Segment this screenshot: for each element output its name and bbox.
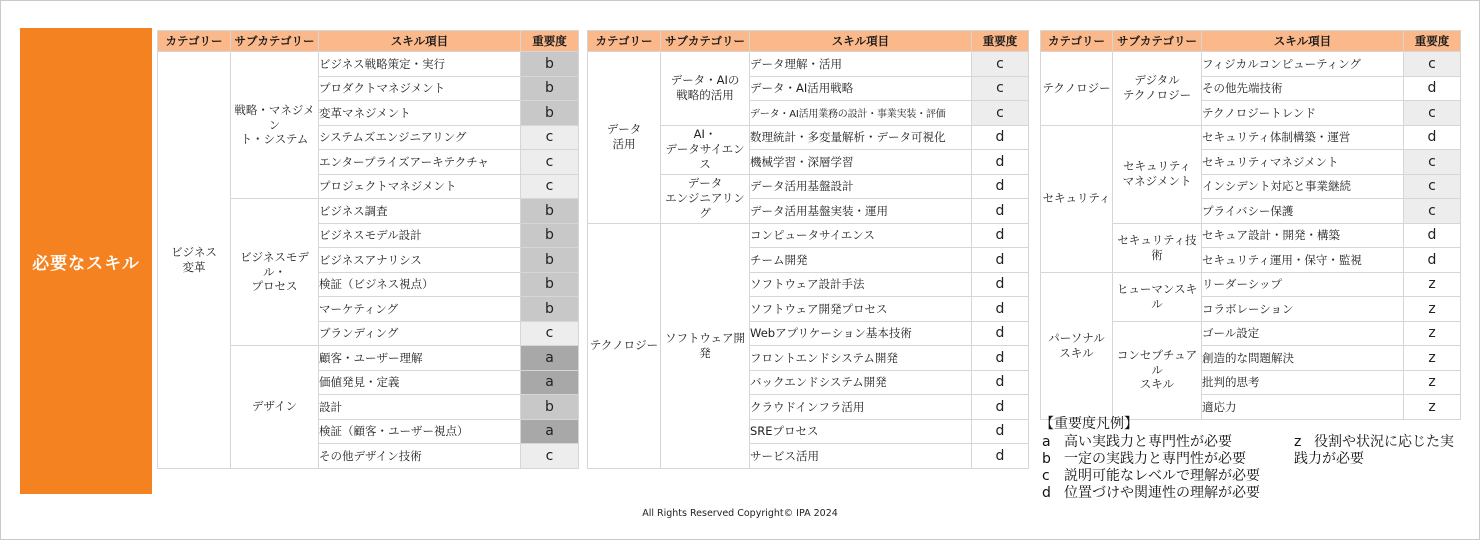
legend-item-b (1040, 451, 1260, 468)
subcategory-cell: ヒューマンスキル (1113, 272, 1202, 321)
importance-badge: b (521, 272, 579, 297)
legend-item-c (1040, 468, 1260, 485)
required-skills-label: 必要なスキル (20, 28, 152, 494)
subcategory-cell: デジタル テクノロジー (1113, 52, 1202, 126)
copyright: All Rights Reserved Copyright© IPA 2024 (642, 508, 838, 519)
table-header-row (1041, 31, 1461, 52)
skill-item: ビジネスアナリシス (319, 248, 521, 273)
importance-badge: d (972, 419, 1029, 444)
importance-badge: c (972, 52, 1029, 77)
header-category: カテゴリー (158, 31, 231, 52)
legend-key: a (1042, 434, 1051, 450)
importance-badge: d (1404, 76, 1461, 101)
skill-item: プライバシー保護 (1202, 199, 1404, 224)
importance-badge: d (1404, 223, 1461, 248)
header-subcategory: サブカテゴリー (1113, 31, 1202, 52)
skill-item: データ活用基盤設計 (750, 174, 972, 199)
subcategory-cell: セキュリティ マネジメント (1113, 125, 1202, 223)
importance-badge: d (972, 395, 1029, 420)
importance-badge: z (1404, 346, 1461, 371)
skill-item: その他デザイン技術 (319, 444, 521, 469)
importance-badge: z (1404, 321, 1461, 346)
header-importance: 重要度 (972, 31, 1029, 52)
importance-badge: d (972, 370, 1029, 395)
importance-badge: z (1404, 297, 1461, 322)
legend-text: 位置づけや関連性の理解が必要 (1064, 485, 1260, 501)
importance-badge: d (972, 248, 1029, 273)
skill-item: マーケティング (319, 297, 521, 322)
importance-badge: d (972, 321, 1029, 346)
importance-badge: b (521, 76, 579, 101)
subcategory-cell: デザイン (231, 346, 319, 469)
skill-table-business (157, 30, 579, 469)
skill-item: ゴール設定 (1202, 321, 1404, 346)
skill-item: インシデント対応と事業継続 (1202, 174, 1404, 199)
legend-text: 役割や状況に応じた実践力が必要 (1294, 434, 1454, 467)
table-row (1041, 52, 1461, 77)
legend-item-a (1040, 434, 1260, 451)
importance-badge: d (1404, 248, 1461, 273)
skill-item: 批判的思考 (1202, 370, 1404, 395)
skill-item: データ理解・活用 (750, 52, 972, 77)
legend-key: d (1042, 485, 1051, 501)
header-importance: 重要度 (1404, 31, 1461, 52)
header-subcategory: サブカテゴリー (231, 31, 319, 52)
skill-item: フロントエンドシステム開発 (750, 346, 972, 371)
legend-key: z (1294, 434, 1302, 450)
skill-item: エンタープライズアーキテクチャ (319, 150, 521, 175)
importance-badge: c (521, 321, 579, 346)
importance-badge: a (521, 419, 579, 444)
header-subcategory: サブカテゴリー (661, 31, 750, 52)
table-row (588, 52, 1029, 77)
importance-badge: c (521, 174, 579, 199)
skill-item: リーダーシップ (1202, 272, 1404, 297)
table-row (1041, 125, 1461, 150)
header-category: カテゴリー (1041, 31, 1113, 52)
category-cell: パーソナル スキル (1041, 272, 1113, 419)
table-row (1041, 272, 1461, 297)
skill-item: SREプロセス (750, 419, 972, 444)
skill-item: 機械学習・深層学習 (750, 150, 972, 175)
table-header-row (588, 31, 1029, 52)
skill-item: ブランディング (319, 321, 521, 346)
subcategory-cell: ソフトウェア開発 (661, 223, 750, 468)
importance-badge: d (972, 346, 1029, 371)
importance-badge: c (1404, 52, 1461, 77)
table-header-row (158, 31, 579, 52)
skill-item: 設計 (319, 395, 521, 420)
skill-item: テクノロジートレンド (1202, 101, 1404, 126)
skill-item: Webアプリケーション基本技術 (750, 321, 972, 346)
skill-item: コラボレーション (1202, 297, 1404, 322)
subcategory-cell: データ エンジニアリング (661, 174, 750, 223)
skill-item: セキュア設計・開発・構築 (1202, 223, 1404, 248)
skill-item: 価値発見・定義 (319, 370, 521, 395)
importance-badge: c (1404, 101, 1461, 126)
importance-badge: c (1404, 174, 1461, 199)
legend-text: 高い実践力と専門性が必要 (1064, 434, 1232, 450)
importance-badge: d (972, 223, 1029, 248)
importance-badge: z (1404, 395, 1461, 420)
header-skill: スキル項目 (750, 31, 972, 52)
skill-item: システムズエンジニアリング (319, 125, 521, 150)
skill-item: 顧客・ユーザー理解 (319, 346, 521, 371)
legend-title: 【重要度凡例】 (1040, 416, 1138, 432)
subcategory-cell: 戦略・マネジメン ト・システム (231, 52, 319, 199)
category-cell: ビジネス 変革 (158, 52, 231, 469)
skill-item: セキュリティ運用・保守・監視 (1202, 248, 1404, 273)
importance-badge: d (972, 444, 1029, 469)
skill-item: フィジカルコンピューティング (1202, 52, 1404, 77)
category-cell: データ 活用 (588, 52, 661, 224)
subcategory-cell: データ・AIの 戦略的活用 (661, 52, 750, 126)
skill-item: データ・AI活用業務の設計・事業実装・評価 (750, 101, 972, 126)
skill-item: 検証（顧客・ユーザー視点） (319, 419, 521, 444)
importance-badge: d (972, 174, 1029, 199)
header-skill: スキル項目 (319, 31, 521, 52)
skill-table-tech-security-personal (1040, 30, 1461, 420)
legend-text: 説明可能なレベルで理解が必要 (1064, 468, 1260, 484)
legend-text: 一定の実践力と専門性が必要 (1064, 451, 1246, 467)
category-cell: テクノロジー (1041, 52, 1113, 126)
skill-item: プロダクトマネジメント (319, 76, 521, 101)
legend-key: b (1042, 451, 1051, 467)
skill-item: 数理統計・多変量解析・データ可視化 (750, 125, 972, 150)
importance-badge: d (972, 125, 1029, 150)
subcategory-cell: AI・ データサイエンス (661, 125, 750, 174)
header-importance: 重要度 (521, 31, 579, 52)
skill-item: バックエンドシステム開発 (750, 370, 972, 395)
skill-item: セキュリティマネジメント (1202, 150, 1404, 175)
importance-badge: c (521, 150, 579, 175)
importance-badge: d (972, 199, 1029, 224)
importance-badge: b (521, 101, 579, 126)
importance-badge: b (521, 248, 579, 273)
table-row (158, 52, 579, 77)
skill-item: データ・AI活用戦略 (750, 76, 972, 101)
skill-item: サービス活用 (750, 444, 972, 469)
skill-item: セキュリティ体制構築・運営 (1202, 125, 1404, 150)
legend-item-d (1040, 485, 1260, 502)
importance-badge: c (972, 76, 1029, 101)
skill-table-data-tech (587, 30, 1029, 469)
importance-badge: z (1404, 370, 1461, 395)
importance-badge: b (521, 297, 579, 322)
skill-item: クラウドインフラ活用 (750, 395, 972, 420)
skill-item: 検証（ビジネス視点） (319, 272, 521, 297)
importance-badge: d (972, 272, 1029, 297)
subcategory-cell: コンセプチュアル スキル (1113, 321, 1202, 419)
legend-key: c (1042, 468, 1050, 484)
skill-item: コンピュータサイエンス (750, 223, 972, 248)
skill-item: プロジェクトマネジメント (319, 174, 521, 199)
legend-item-z (1294, 434, 1466, 468)
table-row (588, 223, 1029, 248)
importance-badge: b (521, 52, 579, 77)
importance-badge: a (521, 346, 579, 371)
importance-badge: b (521, 199, 579, 224)
header-skill: スキル項目 (1202, 31, 1404, 52)
importance-badge: c (972, 101, 1029, 126)
skill-item: ソフトウェア開発プロセス (750, 297, 972, 322)
importance-badge: b (521, 395, 579, 420)
subcategory-cell: ビジネスモデル・ プロセス (231, 199, 319, 346)
skill-item: データ活用基盤実装・運用 (750, 199, 972, 224)
importance-legend (1040, 416, 1260, 502)
importance-badge: a (521, 370, 579, 395)
importance-badge: c (521, 444, 579, 469)
importance-badge: c (1404, 199, 1461, 224)
skill-item: ビジネス戦略策定・実行 (319, 52, 521, 77)
importance-badge: c (1404, 150, 1461, 175)
header-category: カテゴリー (588, 31, 661, 52)
subcategory-cell: セキュリティ技術 (1113, 223, 1202, 272)
importance-badge: b (521, 223, 579, 248)
importance-badge: c (521, 125, 579, 150)
skill-item: 変革マネジメント (319, 101, 521, 126)
skill-item: 適応力 (1202, 395, 1404, 420)
importance-badge: d (1404, 125, 1461, 150)
importance-badge: d (972, 150, 1029, 175)
skill-item: その他先端技術 (1202, 76, 1404, 101)
skill-item: 創造的な問題解決 (1202, 346, 1404, 371)
category-cell: セキュリティ (1041, 125, 1113, 272)
skill-item: ソフトウェア設計手法 (750, 272, 972, 297)
skill-item: ビジネス調査 (319, 199, 521, 224)
importance-badge: d (972, 297, 1029, 322)
category-cell: テクノロジー (588, 223, 661, 468)
skill-item: チーム開発 (750, 248, 972, 273)
importance-badge: z (1404, 272, 1461, 297)
skill-item: ビジネスモデル設計 (319, 223, 521, 248)
